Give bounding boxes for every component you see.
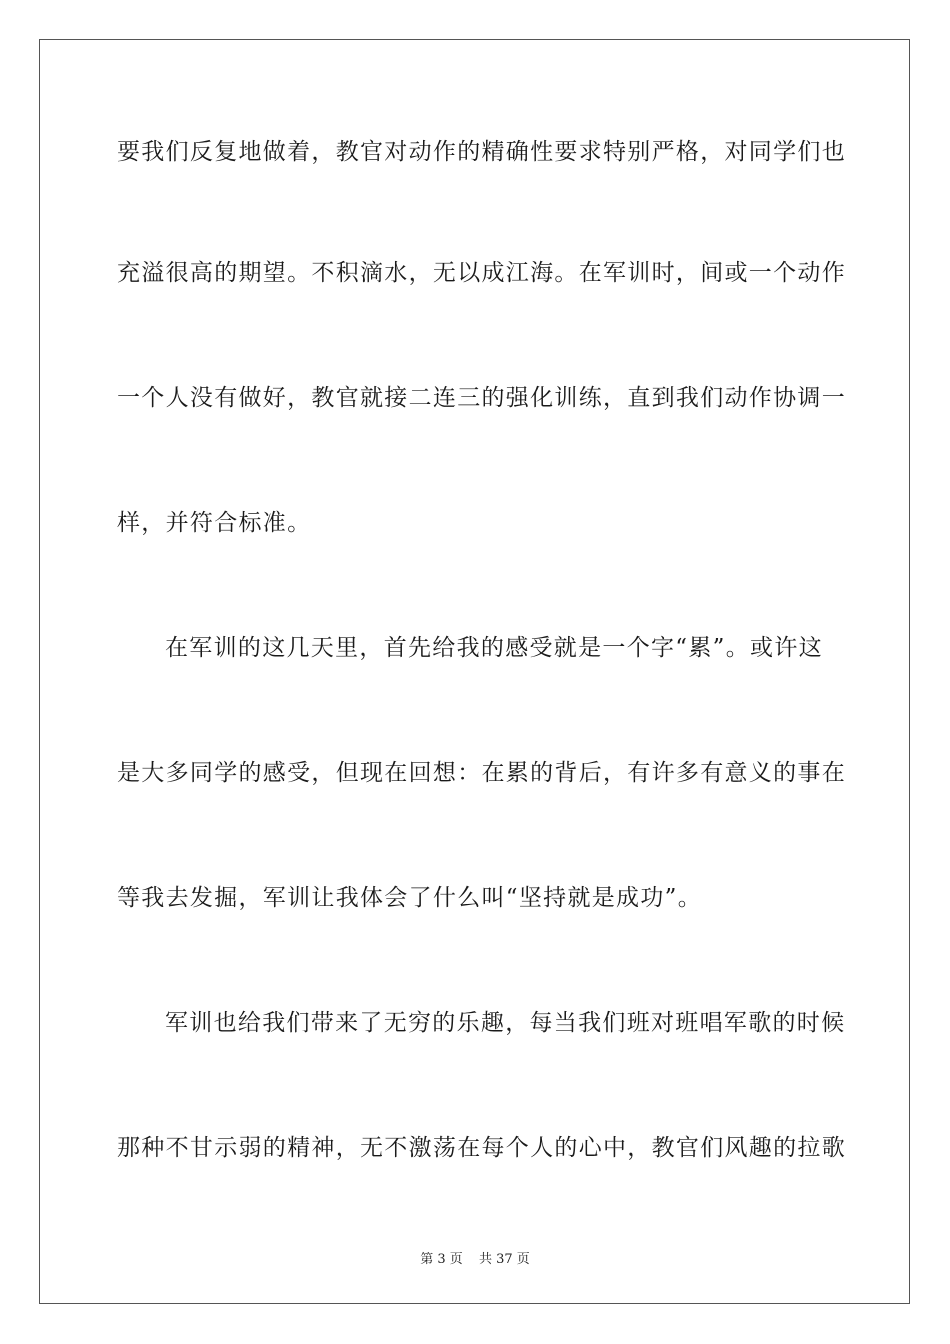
- body-line-6: 是大多同学的感受，但现在回想：在累的背后，有许多有意义的事在: [117, 760, 846, 786]
- body-line-2: 充溢很高的期望。不积滴水，无以成江海。在军训时，间或一个动作: [117, 260, 846, 286]
- body-line-1: 要我们反复地做着，教官对动作的精确性要求特别严格，对同学们也: [117, 139, 846, 165]
- body-line-3: 一个人没有做好，教官就接二连三的强化训练，直到我们动作协调一: [117, 385, 846, 411]
- page-number: 第 3 页: [420, 1252, 463, 1267]
- page-border: [39, 39, 910, 1304]
- body-line-9: 那种不甘示弱的精神，无不激荡在每个人的心中，教官们风趣的拉歌: [117, 1135, 846, 1161]
- page-footer: [0, 1248, 950, 1267]
- body-line-4: 样，并符合标准。: [117, 510, 312, 536]
- paragraph-start-line-5: 在军训的这几天里，首先给我的感受就是一个字“累”。或许这: [165, 635, 823, 661]
- body-line-7: 等我去发掘，军训让我体会了什么叫“坚持就是成功”。: [117, 885, 703, 911]
- paragraph-start-line-8: 军训也给我们带来了无穷的乐趣，每当我们班对班唱军歌的时候: [165, 1010, 846, 1036]
- page-total: 共 37 页: [478, 1252, 530, 1267]
